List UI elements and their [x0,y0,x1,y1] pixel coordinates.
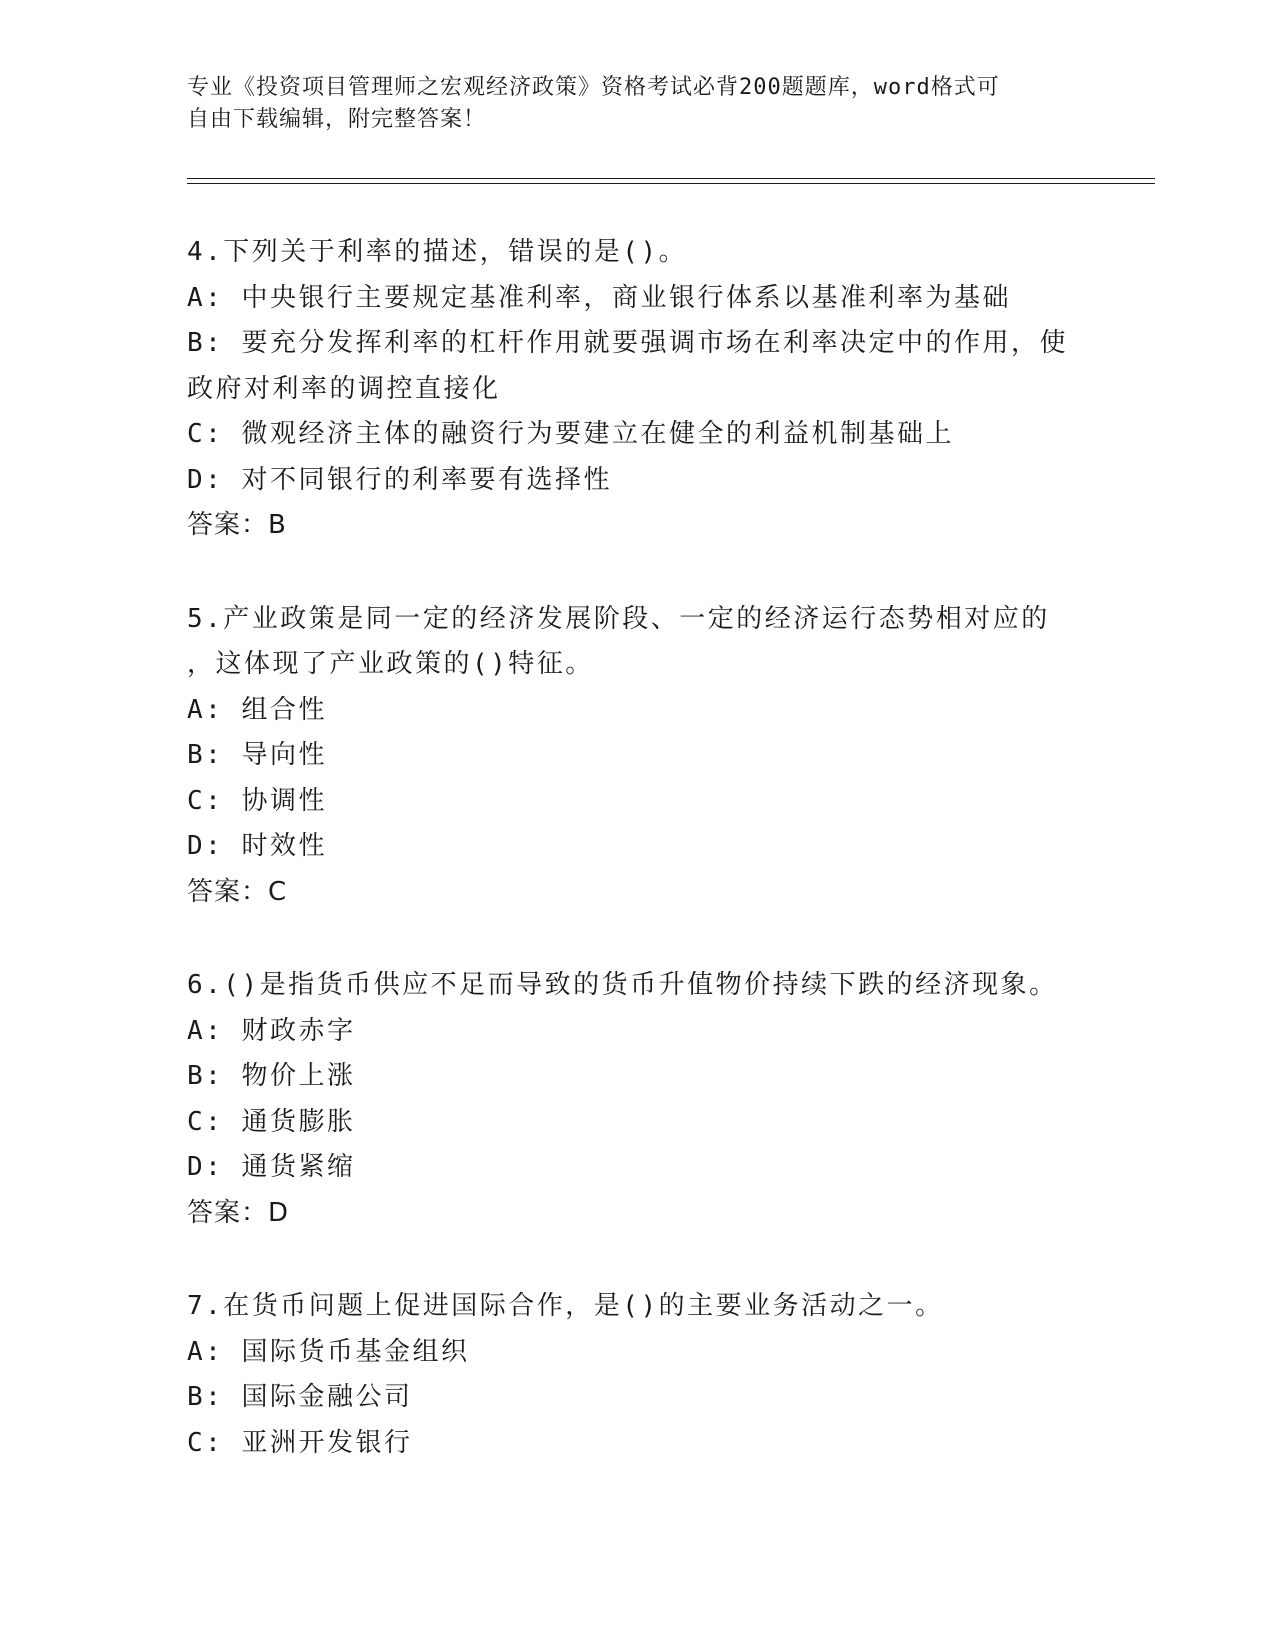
answer-option: A: 中央银行主要规定基准利率，商业银行体系以基准利率为基础 [187,282,1011,313]
question-block [187,230,1087,549]
answer-option: D: 通货紧缩 [187,1152,356,1182]
question-text: 4.下列关于利率的描述，错误的是()。 [187,237,688,267]
question-block [187,1284,1087,1466]
answer-key: 答案：B [187,510,287,540]
question-block [187,963,1087,1236]
answer-key: 答案：D [187,1197,290,1228]
answer-option: C: 亚洲开发银行 [187,1427,413,1458]
header-divider [187,178,1155,184]
answer-option: B: 要充分发挥利率的杠杆作用就要强调市场在利率决定中的作用，使 [187,328,1068,358]
answer-option: A: 组合性 [187,694,327,725]
question-text: 7.在货币问题上促进国际合作，是()的主要业务活动之一。 [187,1291,944,1321]
question-text: 6.()是指货币供应不足而导致的货币升值物价持续下跌的经济现象。 [187,970,1058,1000]
answer-key: 答案：C [187,876,288,907]
answer-option: C: 协调性 [187,785,327,816]
answer-option: D: 对不同银行的利率要有选择性 [187,464,612,495]
answer-option: D: 时效性 [187,831,327,861]
answer-option: B: 国际金融公司 [187,1382,413,1412]
header-line-1: 专业《投资项目管理师之宏观经济政策》资格考试必背200题题库，word格式可 [187,75,1000,100]
document-header [187,72,1087,136]
question-text: 5.产业政策是同一定的经济发展阶段、一定的经济运行态势相对应的 [187,603,1050,634]
question-text: ，这体现了产业政策的()特征。 [187,649,594,679]
answer-option: A: 国际货币基金组织 [187,1336,470,1367]
question-block [187,597,1087,916]
header-line-2: 自由下载编辑，附完整答案！ [187,107,487,132]
answer-option: C: 通货膨胀 [187,1106,356,1137]
answer-option: B: 物价上涨 [187,1061,356,1091]
question-list [187,230,1087,1514]
answer-option: C: 微观经济主体的融资行为要建立在健全的利益机制基础上 [187,419,954,449]
answer-option: A: 财政赤字 [187,1015,356,1046]
answer-option: 政府对利率的调控直接化 [187,373,501,404]
answer-option: B: 导向性 [187,740,327,770]
